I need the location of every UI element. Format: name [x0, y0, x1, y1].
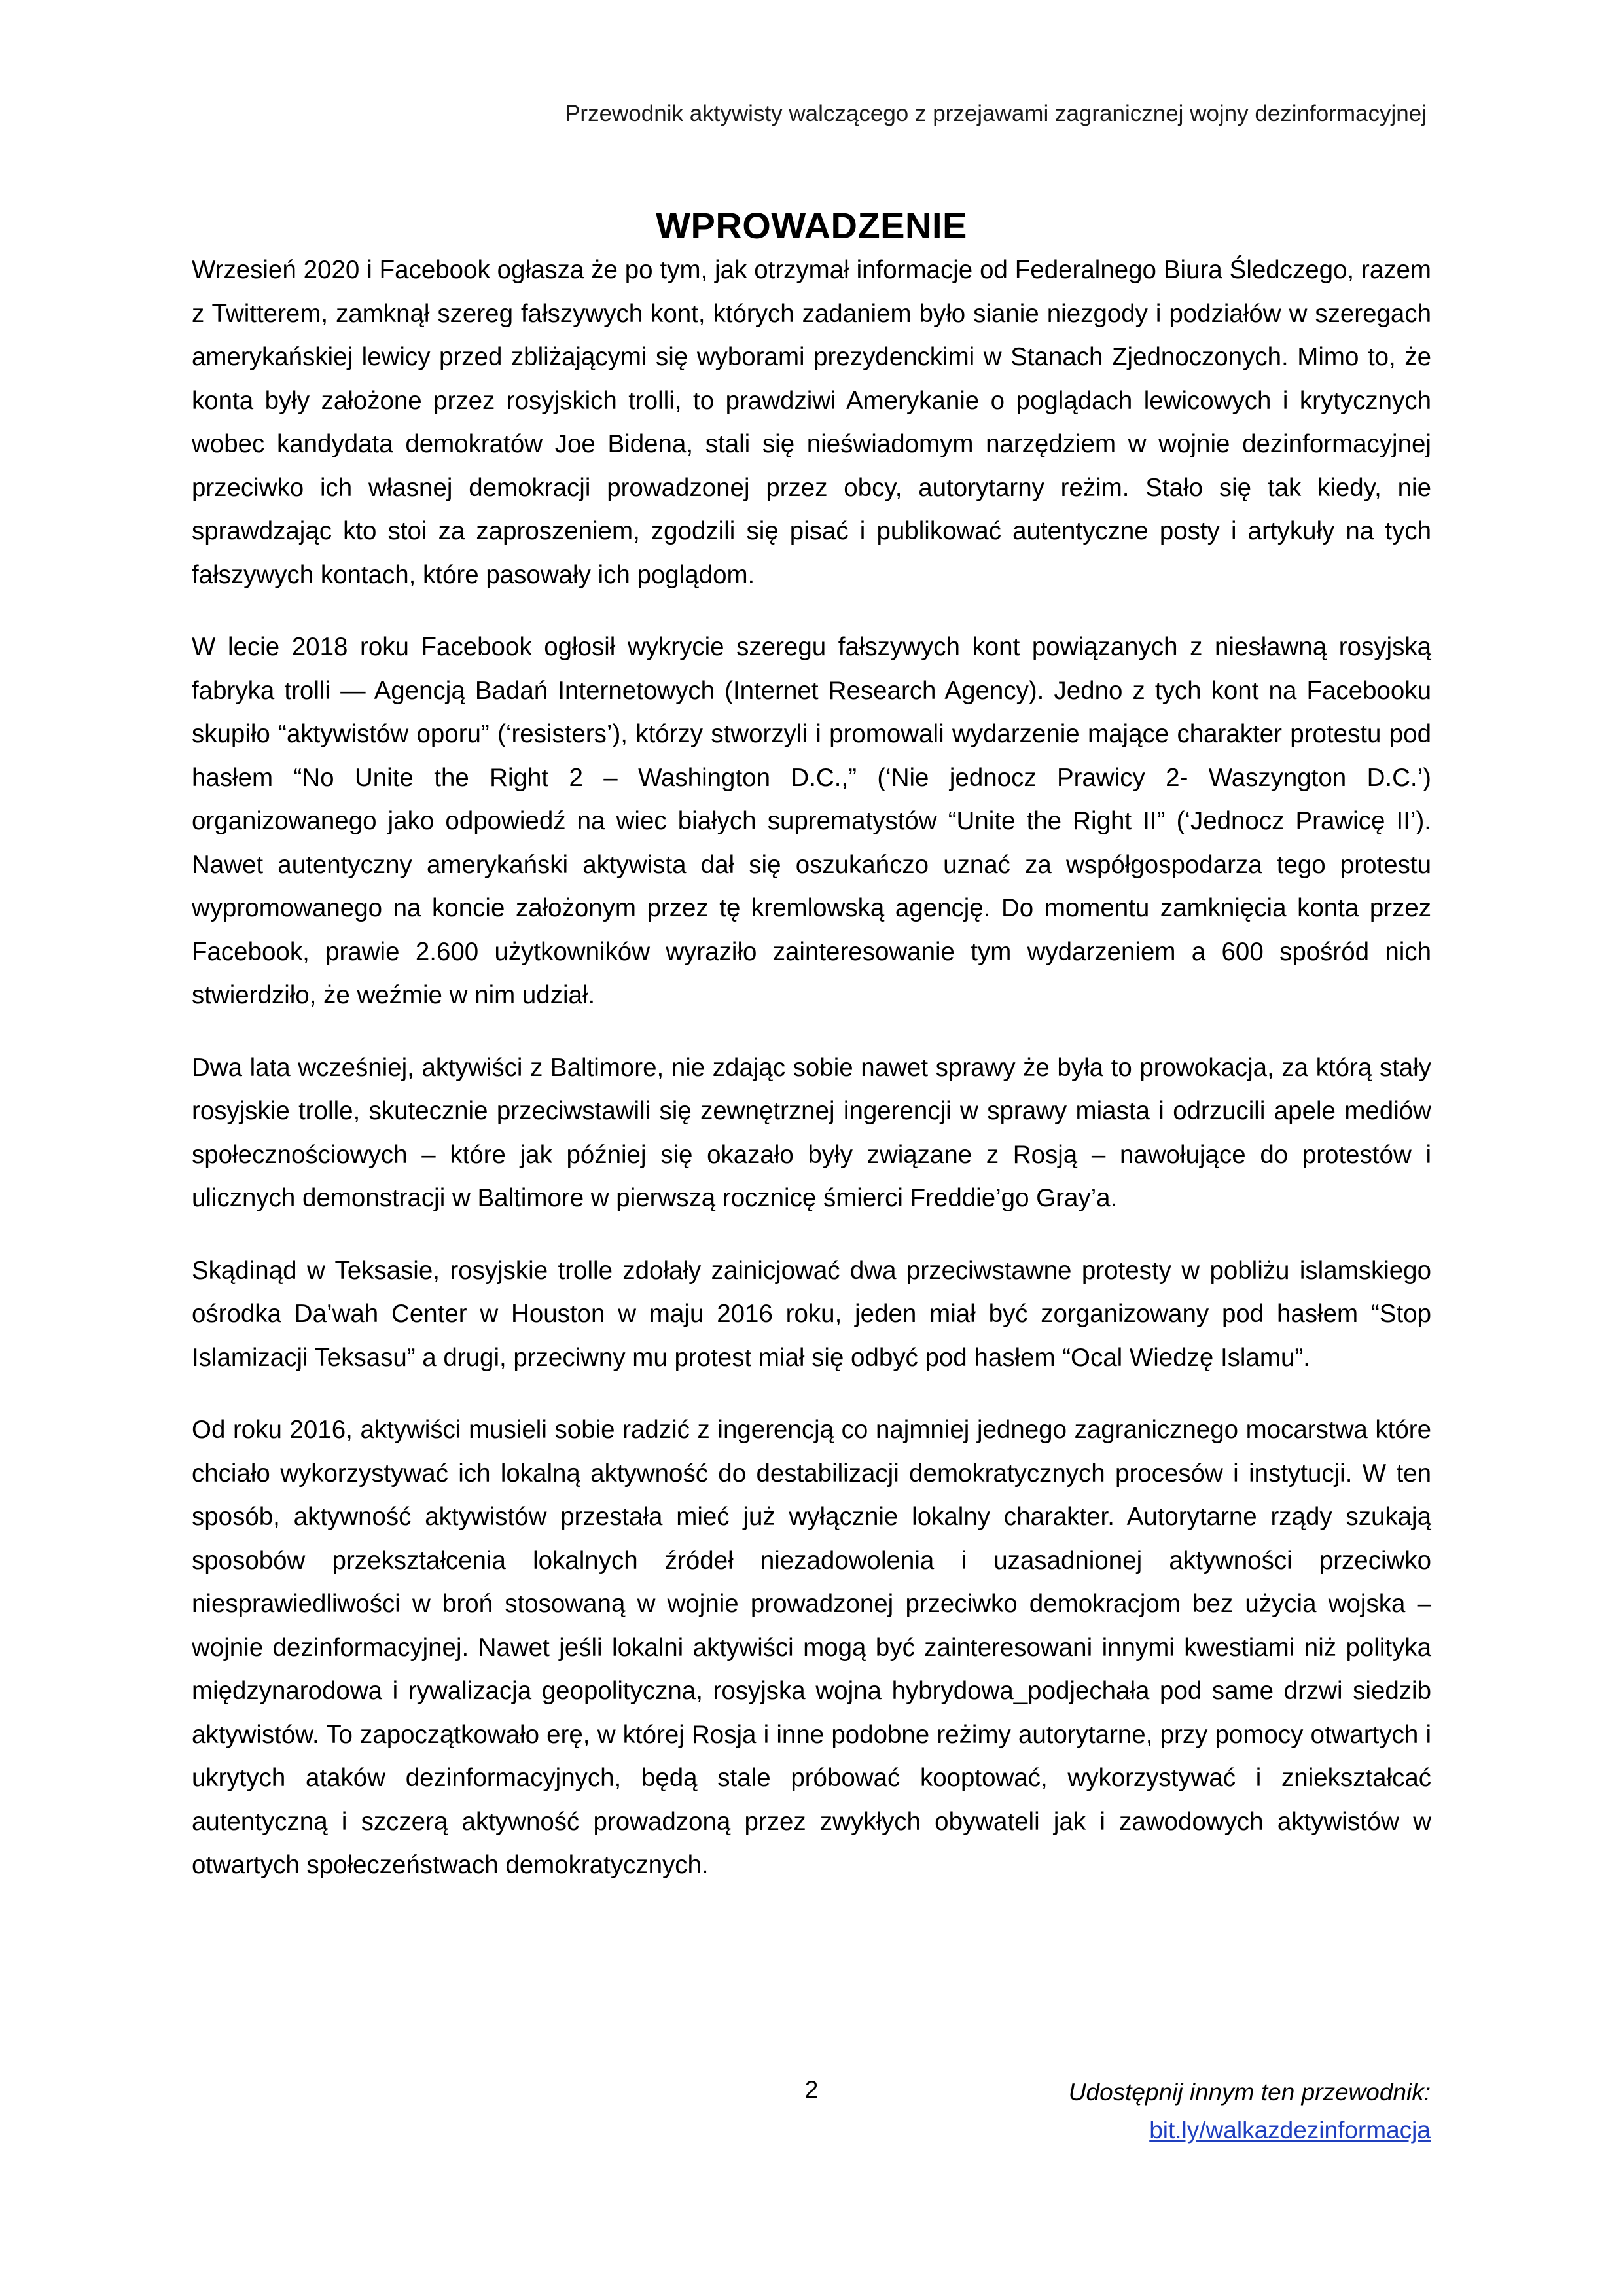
share-link[interactable]: bit.ly/walkazdezinformacja: [1149, 2117, 1431, 2144]
page-number: 2: [804, 2076, 819, 2103]
paragraph: Dwa lata wcześniej, aktywiści z Baltimore, nie zdając sobie nawet sprawy że była to prowokacja, za którą stały rosyjskie trolle, skutecznie przeciwstawili się zewnętrznej ingerencji w sprawy miasta i odrzucili apele mediów społecznościowych – które jak później się okazało były związane z Rosją – nawołujące do protestów i ulicznych demonstracji w Baltimore w pierwszą rocznicę śmierci Freddie’go Gray’a.: [192, 1053, 1431, 1212]
paragraph: Skądinąd w Teksasie, rosyjskie trolle zdołały zainicjować dwa przeciwstawne protesty w pobliżu islamskiego ośrodka Da’wah Center w Houston w maju 2016 roku, jeden miał być zorganizowany pod hasłem “Stop Islamizacji Teksasu” a drugi, przeciwny mu protest miał się odbyć pod hasłem “Ocal Wiedzę Islamu”.: [192, 1256, 1431, 1372]
paragraph: Wrzesień 2020 i Facebook ogłasza że po tym, jak otrzymał informacje od Federalnego Biura Śledczego, razem z Twitterem, zamknął szereg fałszywych kont, których zadaniem było sianie niezgody i podziałów w szeregach amerykańskiej lewicy przed zbliżającymi się wyborami prezydenckimi w Stanach Zjednoczonych. Mimo to, że konta były założone przez rosyjskich trolli, to prawdziwi Amerykanie o poglądach lewicowych i krytycznych wobec kandydata demokratów Joe Bidena, stali się nieświadomym narzędziem w wojnie dezinformacyjnej przeciwko ich własnej demokracji prowadzonej przez obcy, autorytarny reżim. Stało się tak kiedy, nie sprawdzając kto stoi za zaproszeniem, zgodzili się pisać i publikować autentyczne posty i artykuły na tych fałszywych kontach, które pasowały ich poglądom.: [192, 256, 1431, 589]
body-text: [192, 249, 1431, 1916]
running-header: Przewodnik aktywisty walczącego z przejawami zagranicznej wojny dezinformacyjnej: [565, 101, 1427, 126]
share-label: Udostępnij innym ten przewodnik:: [1068, 2079, 1431, 2106]
paragraph: Od roku 2016, aktywiści musieli sobie radzić z ingerencją co najmniej jednego zagranicznego mocarstwa które chciało wykorzystywać ich lokalną aktywność do destabilizacji demokratycznych procesów i instytucji. W ten sposób, aktywność aktywistów przestała mieć już wyłącznie lokalny charakter. Autorytarne rządy szukają sposobów przekształcenia lokalnych źródeł niezadowolenia i uzasadnionej aktywności przeciwko niesprawiedliwości w broń stosowaną w wojnie prowadzonej przeciwko demokracjom bez użycia wojska – wojnie dezinformacyjnej. Nawet jeśli lokalni aktywiści mogą być zainteresowani innymi kwestiami niż polityka międzynarodowa i rywalizacja geopolityczna, rosyjska wojna hybrydowa_podjechała pod same drzwi siedzib aktywistów. To zapoczątkowało erę, w której Rosja i inne podobne reżimy autorytarne, przy pomocy otwartych i ukrytych ataków dezinformacyjnych, będą stale próbować kooptować, wykorzystywać i zniekształcać autentyczną i szczerą aktywność prowadzoną przez zwykłych obywateli jak i zawodowych aktywistów w otwartych społeczeństwach demokratycznych.: [192, 1416, 1431, 1879]
paragraph: W lecie 2018 roku Facebook ogłosił wykrycie szeregu fałszywych kont powiązanych z niesławną rosyjską fabryka trolli — Agencją Badań Internetowych (Internet Research Agency). Jedno z tych kont na Facebooku skupiło “aktywistów oporu” (‘resisters’), którzy stworzyli i promowali wydarzenie mające charakter protestu pod hasłem “No Unite the Right 2 – Washington D.C.,” (‘Nie jednocz Prawicy 2- Waszyngton D.C.’) organizowanego jako odpowiedź na wiec białych suprematystów “Unite the Right II” (‘Jednocz Prawicę II’). Nawet autentyczny amerykański aktywista dał się oszukańczo uznać za współgospodarza tego protestu wypromowanego na koncie założonym przez tę kremlowską agencję. Do momentu zamknięcia konta przez Facebook, prawie 2.600 użytkowników wyraziło zainteresowanie tym wydarzeniem a 600 spośród nich stwierdziło, że weźmie w nim udział.: [192, 633, 1431, 1009]
section-title: WPROWADZENIE: [656, 204, 967, 246]
share-block: [1069, 2073, 1431, 2149]
